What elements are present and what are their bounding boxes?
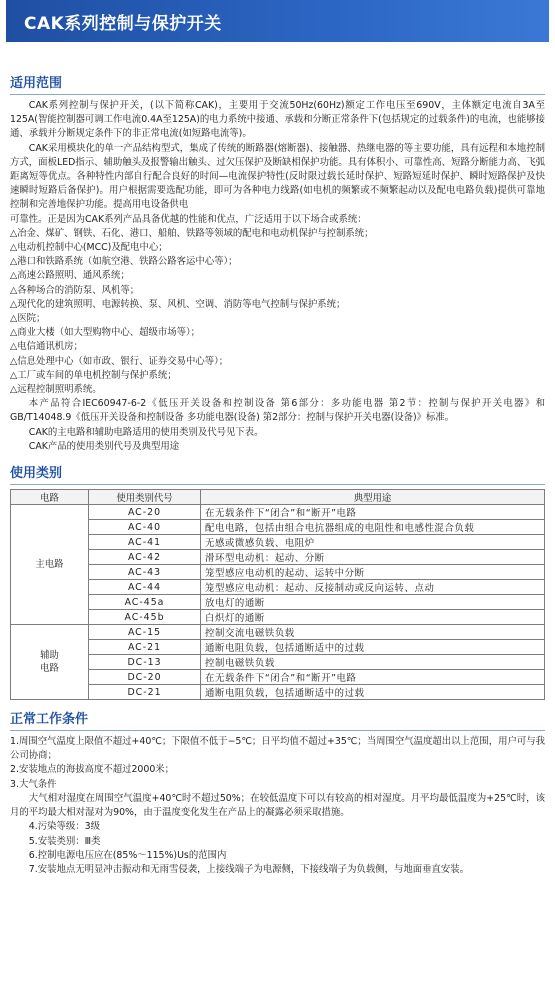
table-row: [11, 625, 545, 640]
cell-code: AC-15: [89, 625, 201, 640]
list-item: △电动机控制中心(MCC)及配电中心；: [10, 242, 168, 254]
cell-use: 在无载条件下“闭合”和“断开”电路: [201, 505, 545, 520]
list-item: △港口和铁路系统（如航空港、铁路公路客运中心等）；: [10, 256, 238, 268]
table-row: [11, 505, 545, 520]
cell-code: AC-43: [89, 565, 201, 580]
table-header-row: [11, 490, 545, 505]
cell-code: AC-44: [89, 580, 201, 595]
list-item: △远程控制照明系统。: [10, 384, 102, 396]
condition-item: 5.安装类别：Ⅲ类: [28, 835, 101, 847]
cell-code: AC-20: [89, 505, 201, 520]
table-row: [11, 655, 545, 670]
standards-paragraph: 本产品符合IEC60947-6-2《低压开关设备和控制设备 第6部分：多功能电器 第2节：控制与保护开关电器》和GB/T14048.9《低压开关设备和控制设备 多功能电器(设备) 第2部分：控制与保护开关电器(设备)》标准。: [10, 398, 545, 424]
cell-use: 无感或微感负载、电阻炉: [201, 535, 545, 550]
application-list: [10, 227, 545, 397]
cell-code: DC-13: [89, 655, 201, 670]
list-item: △冶金、煤矿、钢铁、石化、港口、船舶、铁路等领域的配电和电动机保护与控制系统；: [10, 227, 374, 239]
scope-paragraph-1: CAK系列控制与保护开关，(以下简称CAK)，主要用于交流50Hz(60Hz)额定工作电压至690V，主体额定电流自3A至125A(智能控制器可调工作电流0.4A至125A)的电力系统中接通、承载和分断正常条件下(包括规定的过载条件)的电流，也能够接通、承载并分断规定条件下的非正常电流(如短路电流等)。: [10, 100, 545, 140]
condition-item: 4.污染等级：3级: [28, 821, 100, 833]
condition-item: 3.大气条件: [10, 778, 57, 790]
condition-item: 1.周围空气温度上限值不超过+40℃；下限值不低于−5℃；日平均值不超过+35℃；当周围空气温度超出以上范围，用户可与我公司协商；: [10, 736, 545, 762]
table-row: [11, 610, 545, 625]
table-row: [11, 670, 545, 685]
condition-item: 大气相对湿度在周围空气温度+40℃时不超过50%；在较低温度下可以有较高的相对湿度。月平均最低温度为+25℃时，该月的平均最大相对湿对为90%，由于温度变化发生在产品上的凝露必须采取措施。: [10, 792, 545, 819]
table-row: [11, 565, 545, 580]
table-caption: CAK产品的使用类别代号及典型用途: [28, 440, 180, 452]
cell-code: AC-41: [89, 535, 201, 550]
list-item: △现代化的建筑照明、电源转换、泵、风机、空调、消防等电气控制与保护系统；: [10, 298, 346, 310]
cell-code: AC-45b: [89, 610, 201, 625]
table-row: [11, 595, 545, 610]
section-scope: [10, 72, 545, 454]
cell-code: AC-21: [89, 640, 201, 655]
condition-item: 6.控制电源电压应在(85%～115%)Us的范围内: [28, 849, 227, 861]
table-row: [11, 640, 545, 655]
section-title-conditions: 正常工作条件: [10, 712, 89, 728]
list-item: △各种场合的消防泵、风机等；: [10, 284, 140, 296]
divider: [10, 94, 545, 95]
cell-use: 配电电路，包括由组合电抗器组成的电阻性和电感性混合负载: [201, 520, 545, 535]
category-table: [10, 489, 545, 700]
cell-use: 在无载条件下“闭合”和“断开”电路: [201, 670, 545, 685]
section-conditions: [10, 708, 545, 877]
page-title: CAK系列控制与保护开关: [24, 13, 222, 34]
cell-code: DC-21: [89, 685, 201, 700]
col-header-use: 典型用途: [201, 490, 545, 505]
cell-code: AC-45a: [89, 595, 201, 610]
cell-use: 笼型感应电动机的起动、运转中分断: [201, 565, 545, 580]
section-categories: [10, 462, 545, 700]
cell-code: AC-40: [89, 520, 201, 535]
list-item: △信息处理中心（如市政、银行、证券交易中心等）；: [10, 355, 229, 367]
cell-use: 控制电磁铁负载: [201, 655, 545, 670]
condition-item: 7.安装地点无明显冲击振动和无雨雪侵袭，上接线端子为电源侧，下接线端子为负载侧，与地面垂直安装。: [28, 863, 469, 875]
cell-use: 通断电阻负载，包括通断适中的过载: [201, 640, 545, 655]
cell-code: AC-42: [89, 550, 201, 565]
cell-code: DC-20: [89, 670, 201, 685]
list-item: △商业大楼（如大型购物中心、超级市场等）；: [10, 327, 201, 339]
divider: [10, 730, 545, 731]
col-header-circuit: 电路: [11, 490, 89, 505]
cell-use: 通断电阻负载，包括通断适中的过载: [201, 685, 545, 700]
cell-use: 滑环型电动机：起动、分断: [201, 550, 545, 565]
condition-item: 2.安装地点的海拔高度不超过2000米；: [10, 764, 175, 776]
table-row: [11, 550, 545, 565]
title-banner: [6, 0, 549, 42]
list-item: △电信通讯机房；: [10, 341, 83, 353]
cell-use: 白炽灯的通断: [201, 610, 545, 625]
table-intro: CAK的主电路和辅助电路适用的使用类别及代号见下表。: [28, 426, 264, 438]
list-item: △医院；: [10, 313, 46, 325]
section-title-scope: 适用范围: [10, 76, 63, 91]
scope-paragraph-3: 可靠性。正是因为CAK系列产品具备优越的性能和优点，广泛适用于以下场合或系统：: [10, 213, 367, 225]
cell-main-circuit: 主电路: [11, 505, 89, 625]
divider: [10, 484, 545, 485]
table-row: [11, 580, 545, 595]
cell-aux-circuit: 辅助 电路: [11, 625, 89, 700]
cell-use: 放电灯的通断: [201, 595, 545, 610]
table-row: [11, 685, 545, 700]
list-item: △工厂或车间的单电机控制与保护系统；: [10, 369, 177, 381]
section-title-categories: 使用类别: [10, 466, 63, 482]
scope-paragraph-2: CAK采用模块化的单一产品结构型式，集成了传统的断路器(熔断器)、接触器、热继电器的等主要功能，具有远程和本地控制方式，面板LED指示、辅助触头及报警输出触头、过欠压保护及断缺相保护功能。具有体积小、可靠性高、短路分断能力高、飞弧距离短等优点。各种特性内部自行配合良好的时间—电流保护特性(反时限过载长延时保护、短路短延时保护、瞬时短路保护及快速瞬时短路后备保护)。用户根据需要选配功能，即可为各种电力线路(如电机的频繁或不频繁起动以及配电电路负载)提供可靠地控制和完善地保护功能。提高用电设备供电: [10, 142, 545, 211]
cell-use: 控制交流电磁铁负载: [201, 625, 545, 640]
table-row: [11, 520, 545, 535]
cell-use: 笼型感应电动机：起动、反接制动或反向运转、点动: [201, 580, 545, 595]
col-header-code: 使用类别代号: [89, 490, 201, 505]
list-item: △高速公路照明、通风系统；: [10, 270, 130, 282]
table-row: [11, 535, 545, 550]
